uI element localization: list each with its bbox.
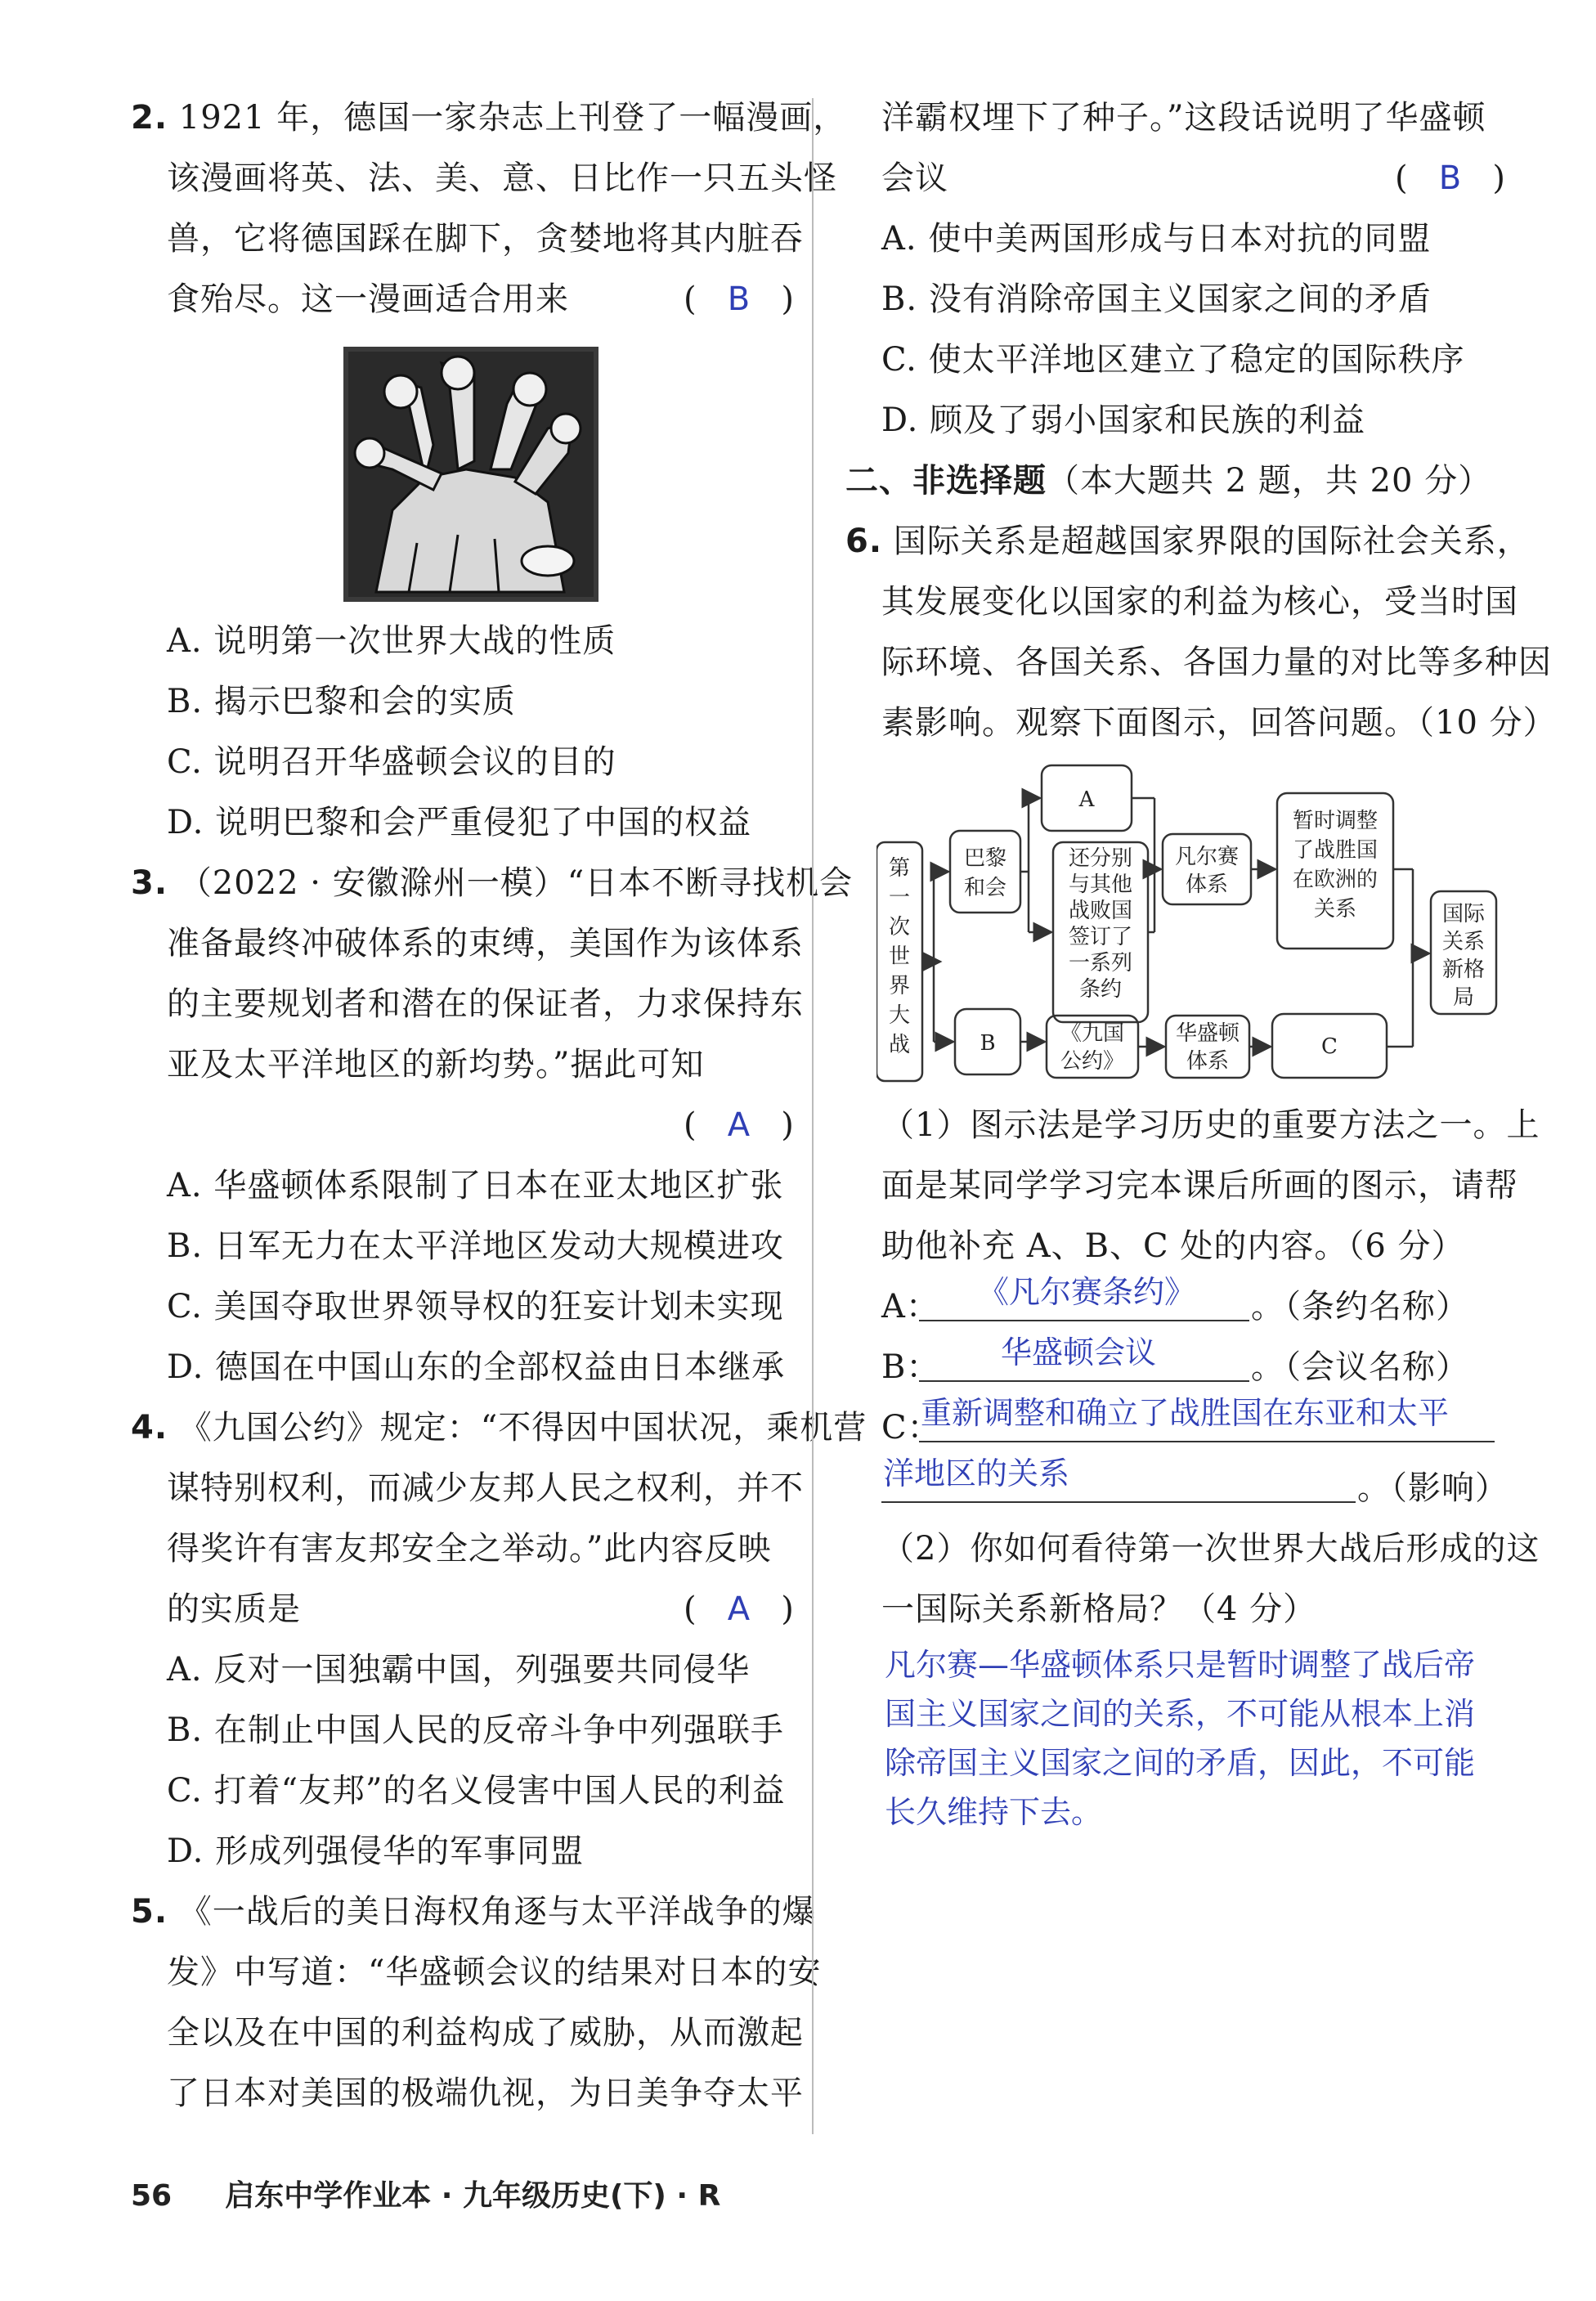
question-text-line: 际环境、各国关系、各国力量的对比等多种因: [881, 644, 1552, 681]
svg-text:一: 一: [888, 886, 911, 910]
five-headed-monster-cartoon: [343, 347, 598, 602]
label-b: B: [980, 1031, 996, 1056]
question-text-line: 会议: [881, 159, 948, 197]
fill-label-c: C：: [881, 1409, 941, 1447]
sub-question-1-line: （1）图示法是学习历史的重要方法之一。上: [881, 1106, 1540, 1144]
paris-box: [950, 831, 1020, 913]
fill-label-b: B：: [881, 1348, 940, 1386]
other-label: 与其他: [1068, 872, 1133, 897]
question-number: 4.: [131, 1409, 168, 1447]
question-text-line: 国际关系是超越国家界限的国际社会关系，: [893, 523, 1531, 560]
question-text-line: 的主要规划者和潜在的保证者，力求保持东: [167, 985, 804, 1023]
other-label: 签订了: [1068, 925, 1133, 949]
section-heading: [845, 460, 1491, 502]
question-text-line: 该漫画将英、法、美、意、日比作一只五头怪: [167, 159, 837, 197]
question-text-line: 兽，它将德国踩在脚下，贪婪地将其内脏吞: [167, 220, 804, 258]
written-answer-line: 除帝国主义国家之间的矛盾，因此，不可能: [885, 1745, 1476, 1781]
option-d: D. 形成列强侵华的军事同盟: [167, 1832, 585, 1870]
svg-text:世: 世: [888, 944, 911, 969]
other-label: 一系列: [1068, 951, 1133, 976]
sub-question-1-line: 面是某同学学习完本课后所画的图示，请帮: [881, 1167, 1518, 1204]
question-number: 3.: [131, 864, 168, 902]
sub-question-2-line: （2）你如何看待第一次世界大战后形成的这: [881, 1530, 1540, 1568]
page-number: 56: [131, 2179, 173, 2213]
section-title: 二、非选择题: [845, 462, 1047, 500]
section-note: （本大题共 2 题，共 20 分）: [1047, 462, 1492, 500]
svg-text:次: 次: [888, 915, 911, 940]
paris-label-2: 和会: [963, 876, 1007, 900]
international-relations-diagram: [876, 760, 1498, 1088]
answer-choice: A: [727, 1590, 751, 1628]
temp-label: 关系: [1313, 897, 1357, 922]
answer-choice: B: [727, 280, 751, 318]
fill-hint-a: 。（条约名称）: [1251, 1288, 1469, 1325]
fill-answer-c-line2: 洋地区的关系: [883, 1456, 1070, 1491]
answer-bracket: ( B ): [1395, 159, 1505, 197]
question-text-line: 了日本对美国的极端仇视，为日美争夺太平: [167, 2074, 804, 2112]
question-text-line: 其发展变化以国家的利益为核心，受当时国: [881, 583, 1518, 621]
question-text-line: 得奖许有害友邦安全之举动。”此内容反映: [167, 1530, 772, 1568]
fill-answer-b: 华盛顿会议: [1001, 1334, 1157, 1370]
question-text-line: 素影响。观察下面图示，回答问题。（10 分）: [881, 704, 1557, 742]
sub-question-2-line: 一国际关系新格局？（4 分）: [881, 1590, 1317, 1628]
washington-label: 华盛顿: [1175, 1021, 1240, 1046]
paris-label-1: 巴黎: [963, 846, 1007, 871]
option-b: B. 揭示巴黎和会的实质: [167, 683, 516, 720]
label-c: C: [1321, 1034, 1338, 1059]
answer-underline: [881, 1501, 1356, 1503]
answer-choice: A: [727, 1106, 751, 1144]
option-c: C. 说明召开华盛顿会议的目的: [167, 743, 616, 781]
versailles-label: 体系: [1185, 872, 1229, 897]
option-b: B. 在制止中国人民的反帝斗争中列强联手: [167, 1711, 784, 1749]
question-text-line: 洋霸权埋下了种子。”这段话说明了华盛顿: [881, 99, 1486, 137]
answer-bracket: ( A ): [684, 1590, 794, 1628]
other-label: 条约: [1078, 977, 1123, 1002]
option-b: B. 没有消除帝国主义国家之间的矛盾: [881, 280, 1432, 318]
cartoon-image: [343, 347, 598, 602]
fill-label-a: A：: [881, 1288, 939, 1325]
column-divider: [812, 98, 814, 2134]
option-a: A. 使中美两国形成与日本对抗的同盟: [881, 220, 1432, 258]
new-label: 新格: [1441, 958, 1486, 982]
option-c: C. 打着“友邦”的名义侵害中国人民的利益: [167, 1772, 786, 1810]
written-answer-line: 凡尔赛—华盛顿体系只是暂时调整了战后帝: [885, 1647, 1476, 1683]
other-label: 战败国: [1068, 899, 1133, 923]
svg-text:大: 大: [888, 1003, 911, 1028]
answer-choice: B: [1438, 159, 1462, 197]
new-label: 国际: [1441, 902, 1486, 926]
answer-underline: [919, 1380, 1249, 1382]
written-answer-line: 长久维持下去。: [885, 1794, 1103, 1830]
sub-question-1-line: 助他补充 A、B、C 处的内容。（6 分）: [881, 1227, 1465, 1265]
question-text-line: 《九国公约》规定：“不得因中国状况，乘机营: [178, 1409, 867, 1447]
question-text-line: 亚及太平洋地区的新均势。”据此可知: [167, 1046, 705, 1083]
nine-power-label: 《九国: [1060, 1021, 1125, 1046]
svg-text:界: 界: [888, 974, 911, 998]
question-text-line: 1921 年，德国一家杂志上刊登了一幅漫画，: [178, 99, 847, 137]
option-a: A. 反对一国独霸中国，列强要共同侵华: [167, 1651, 751, 1689]
other-label: 还分别: [1068, 846, 1133, 871]
question-text-line: 全以及在中国的利益构成了威胁，从而激起: [167, 2014, 804, 2052]
label-a: A: [1078, 787, 1095, 812]
question-number: 6.: [845, 523, 883, 560]
question-text-line: 《一战后的美日海权角逐与太平洋战争的爆: [178, 1893, 816, 1931]
written-answer-line: 国主义国家之间的关系，不可能从根本上消: [885, 1696, 1476, 1732]
page-footer: [131, 2177, 720, 2216]
question-text-line: 发》中写道：“华盛顿会议的结果对日本的安: [167, 1953, 822, 1991]
question-text-line: 准备最终冲破体系的束缚，美国作为该体系: [167, 925, 804, 962]
new-label: 局: [1452, 985, 1475, 1010]
option-a: A. 说明第一次世界大战的性质: [167, 622, 616, 660]
fill-hint-b: 。（会议名称）: [1251, 1348, 1469, 1386]
temp-label: 了战胜国: [1292, 838, 1379, 863]
temp-label: 暂时调整: [1292, 809, 1379, 833]
option-c: C. 使太平洋地区建立了稳定的国际秩序: [881, 341, 1465, 379]
book-title: 启东中学作业本 · 九年级历史(下) · R: [225, 2179, 721, 2213]
question-text-line: 食殆尽。这一漫画适合用来: [167, 280, 569, 318]
answer-bracket: ( B ): [684, 280, 794, 318]
question-text-line: （2022 · 安徽滁州一模）“日本不断寻找机会: [178, 864, 854, 902]
answer-bracket: ( A ): [684, 1106, 794, 1144]
option-c: C. 美国夺取世界领导权的狂妄计划未实现: [167, 1288, 784, 1325]
answer-underline: [919, 1441, 1495, 1442]
fill-answer-a: 《凡尔赛条约》: [978, 1274, 1196, 1310]
washington-label: 体系: [1186, 1049, 1230, 1074]
option-d: D. 说明巴黎和会严重侵犯了中国的权益: [167, 804, 752, 841]
temp-label: 在欧洲的: [1292, 868, 1379, 892]
nine-power-label: 公约》: [1060, 1049, 1125, 1074]
option-a: A. 华盛顿体系限制了日本在亚太地区扩张: [167, 1167, 784, 1204]
fill-hint-c: 。（影响）: [1357, 1469, 1509, 1507]
option-b: B. 日军无力在太平洋地区发动大规模进攻: [167, 1227, 784, 1265]
new-label: 关系: [1441, 930, 1486, 954]
question-number: 5.: [131, 1893, 168, 1931]
svg-text:战: 战: [888, 1033, 911, 1057]
question-text-line: 的实质是: [167, 1590, 301, 1628]
option-d: D. 德国在中国山东的全部权益由日本继承: [167, 1348, 786, 1386]
question-number: 2.: [131, 99, 168, 137]
option-d: D. 顾及了弱小国家和民族的利益: [881, 401, 1366, 439]
answer-underline: [919, 1320, 1249, 1321]
question-text-line: 谋特别权利，而减少友邦人民之权利，并不: [167, 1469, 804, 1507]
ww1-label-1: 第: [888, 856, 911, 881]
fill-answer-c-line1: 重新调整和确立了战胜国在东亚和太平: [921, 1395, 1450, 1431]
versailles-label: 凡尔赛: [1174, 845, 1240, 869]
